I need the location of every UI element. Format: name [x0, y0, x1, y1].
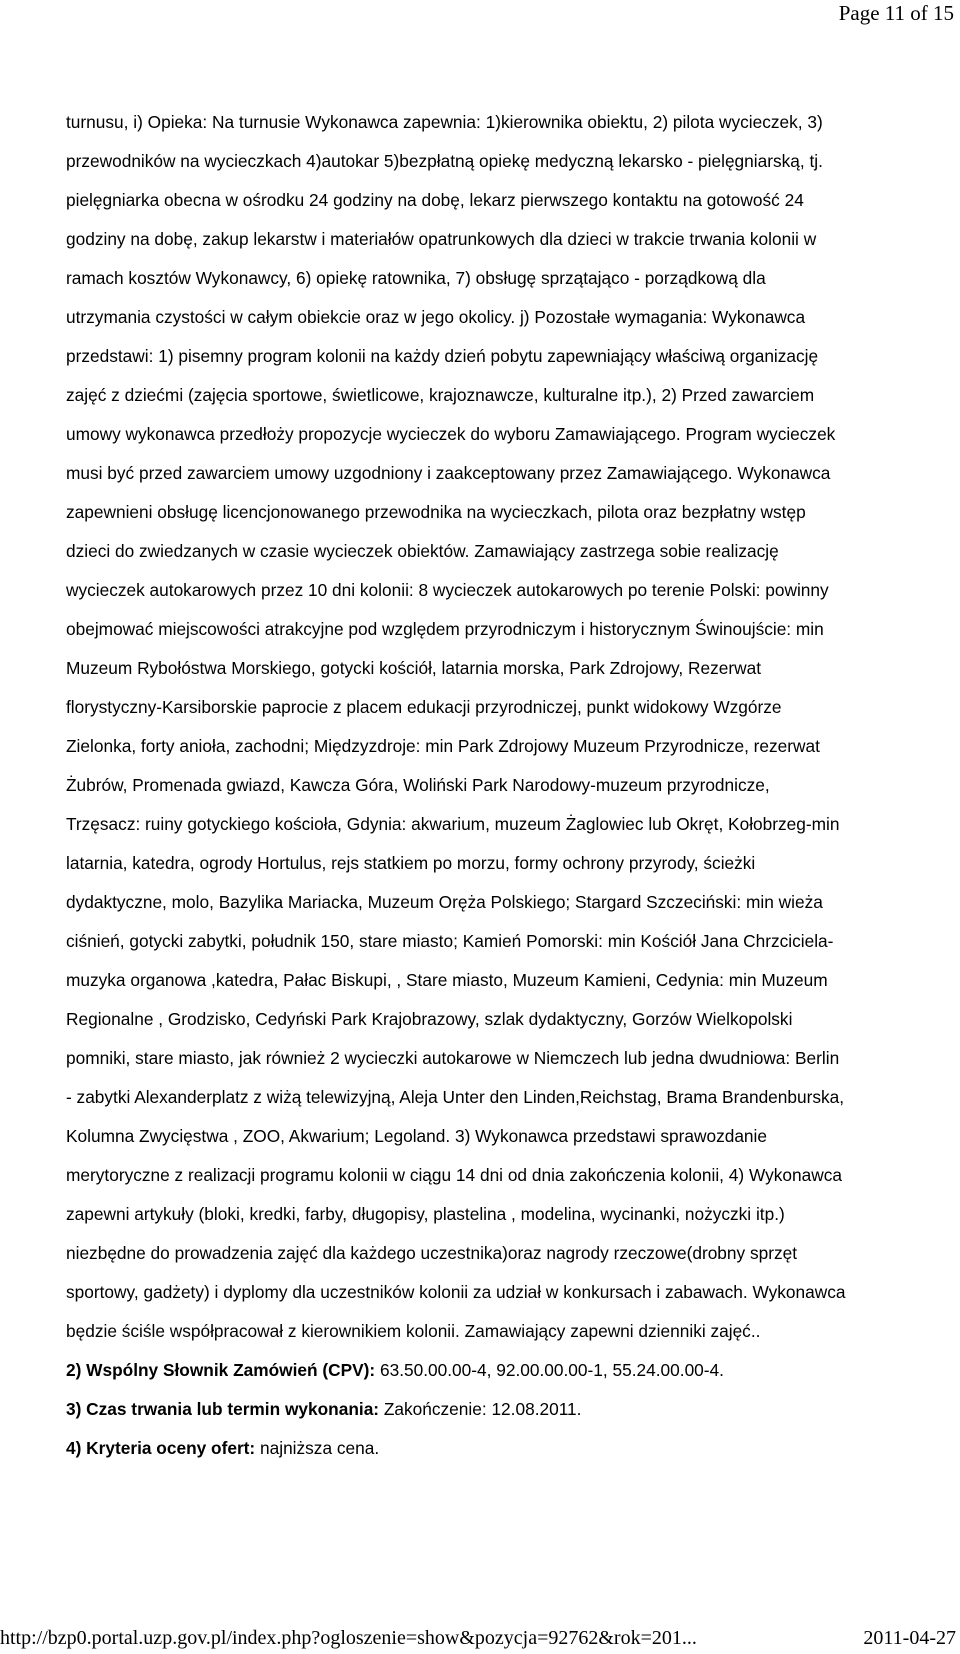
body-line: Żubrów, Promenada gwiazd, Kawcza Góra, Woliński Park Narodowy-muzeum przyrodnicze, — [66, 775, 770, 795]
body-line: ramach kosztów Wykonawcy, 6) opiekę ratownika, 7) obsługę sprzątająco - porządkową dla — [66, 268, 766, 288]
field-label: 4) Kryteria oceny ofert: — [66, 1438, 256, 1458]
body-line: utrzymania czystości w całym obiekcie oraz w jego okolicy. j) Pozostałe wymagania: Wykonawca — [66, 307, 806, 327]
field-value: Zakończenie: 12.08.2011. — [379, 1399, 582, 1419]
body-line: umowy wykonawca przedłoży propozycje wycieczek do wyboru Zamawiającego. Program wycieczek — [66, 424, 836, 444]
body-line: ciśnień, gotycki zabytki, południk 150, stare miasto; Kamień Pomorski: min Kościół Jana Chrzciciela- — [66, 931, 834, 951]
field-value: najniższa cena. — [255, 1438, 380, 1458]
footer-date: 2011-04-27 — [863, 1627, 956, 1649]
body-line: niezbędne do prowadzenia zajęć dla każdego uczestnika)oraz nagrody rzeczowe(drobny sprzęt — [66, 1243, 798, 1263]
body-line: Zielonka, forty anioła, zachodni; Międzyzdroje: min Park Zdrojowy Muzeum Przyrodnicze, rezerwat — [66, 736, 820, 756]
body-line: latarnia, katedra, ogrody Hortulus, rejs statkiem po morzu, formy ochrony przyrody, ścieżki — [66, 853, 756, 873]
body-line: będzie ściśle współpracował z kierownikiem kolonii. Zamawiający zapewni dzienniki zajęć.. — [66, 1321, 761, 1341]
page-number: Page 11 of 15 — [838, 1, 954, 25]
body-line: dzieci do zwiedzanych w czasie wycieczek obiektów. Zamawiający zastrzega sobie realizację — [66, 541, 779, 561]
body-line: florystyczny-Karsiborskie paprocie z placem edukacji przyrodniczej, punkt widokowy Wzgórze — [66, 697, 782, 717]
body-line: merytoryczne z realizacji programu kolonii w ciągu 14 dni od dnia zakończenia kolonii, 4) Wykonawca — [66, 1165, 842, 1185]
document-body — [66, 103, 956, 1468]
body-line: turnusu, i) Opieka: Na turnusie Wykonawca zapewnia: 1)kierownika obiektu, 2) pilota wycieczek, 3) — [66, 112, 823, 132]
body-line: zajęć z dziećmi (zajęcia sportowe, świetlicowe, krajoznawcze, kulturalne itp.), 2) Przed zawarciem — [66, 385, 815, 405]
body-line: sportowy, gadżety) i dyplomy dla uczestników kolonii za udział w konkursach i zabawach. Wykonawca — [66, 1282, 846, 1302]
body-line: muzyka organowa ,katedra, Pałac Biskupi, , Stare miasto, Muzeum Kamieni, Cedynia: min Muzeum — [66, 970, 828, 990]
body-line: przedstawi: 1) pisemny program kolonii na każdy dzień pobytu zapewniający właściwą organizację — [66, 346, 819, 366]
body-line: Trzęsacz: ruiny gotyckiego kościoła, Gdynia: akwarium, muzeum Żaglowiec lub Okręt, Kołobrzeg-min — [66, 814, 840, 834]
body-line: pomniki, stare miasto, jak również 2 wycieczki autokarowe w Niemczech lub jedna dwudniowa: Berlin — [66, 1048, 840, 1068]
body-line: - zabytki Alexanderplatz z wiżą telewizyjną, Aleja Unter den Linden,Reichstag, Brama Brandenburska, — [66, 1087, 845, 1107]
body-line: pielęgniarka obecna w ośrodku 24 godziny na dobę, lekarz pierwszego kontaktu na gotowość 24 — [66, 190, 804, 210]
footer-url: http://bzp0.portal.uzp.gov.pl/index.php?ogloszenie=show&pozycja=92762&rok=201... — [0, 1627, 697, 1649]
body-line: przewodników na wycieczkach 4)autokar 5)bezpłatną opiekę medyczną lekarsko - pielęgniarską, tj. — [66, 151, 823, 171]
body-line: godziny na dobę, zakup lekarstw i materiałów opatrunkowych dla dzieci w trakcie trwania kolonii w — [66, 229, 817, 249]
body-line: obejmować miejscowości atrakcyjne pod względem przyrodniczym i historycznym Świnoujście: min — [66, 619, 824, 639]
body-line: wycieczek autokarowych przez 10 dni kolonii: 8 wycieczek autokarowych po terenie Polski: powinny — [66, 580, 829, 600]
field-label: 3) Czas trwania lub termin wykonania: — [66, 1399, 380, 1419]
criteria-field — [66, 1429, 956, 1468]
body-line: Regionalne , Grodzisko, Cedyński Park Krajobrazowy, szlak dydaktyczny, Gorzów Wielkopolski — [66, 1009, 793, 1029]
body-line: zapewni artykuły (bloki, kredki, farby, długopisy, plastelina , modelina, wycinanki, nożyczki itp.) — [66, 1204, 785, 1224]
field-value: 63.50.00.00-4, 92.00.00.00-1, 55.24.00.00-4. — [375, 1360, 724, 1380]
body-line: Kolumna Zwycięstwa , ZOO, Akwarium; Legoland. 3) Wykonawca przedstawi sprawozdanie — [66, 1126, 767, 1146]
duration-field — [66, 1390, 956, 1429]
body-line: zapewnieni obsługę licencjonowanego przewodnika na wycieczkach, pilota oraz bezpłatny wstęp — [66, 502, 806, 522]
body-line: musi być przed zawarciem umowy uzgodniony i zaakceptowany przez Zamawiającego. Wykonawca — [66, 463, 831, 483]
body-line: dydaktyczne, molo, Bazylika Mariacka, Muzeum Oręża Polskiego; Stargard Szczeciński: min wieża — [66, 892, 823, 912]
field-label: 2) Wspólny Słownik Zamówień (CPV): — [66, 1360, 376, 1380]
cpv-field — [66, 1351, 956, 1390]
body-line: Muzeum Rybołóstwa Morskiego, gotycki kościół, latarnia morska, Park Zdrojowy, Rezerwat — [66, 658, 762, 678]
